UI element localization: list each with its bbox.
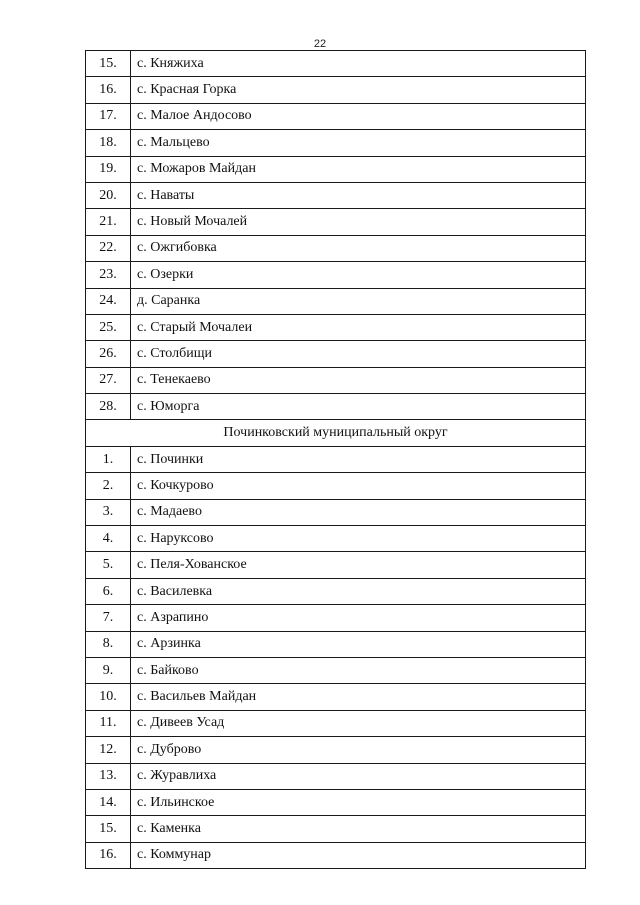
table-row — [86, 314, 586, 340]
row-number: 15. — [86, 51, 131, 77]
table-row — [86, 684, 586, 710]
table-row — [86, 209, 586, 235]
settlement-name: с. Мальцево — [131, 130, 586, 156]
row-number: 20. — [86, 182, 131, 208]
settlement-name: с. Арзинка — [131, 631, 586, 657]
table-row — [86, 341, 586, 367]
settlement-name: с. Васильев Майдан — [131, 684, 586, 710]
table-row — [86, 367, 586, 393]
row-number: 2. — [86, 473, 131, 499]
table-row — [86, 130, 586, 156]
table-row — [86, 288, 586, 314]
table-row — [86, 235, 586, 261]
settlement-name: с. Новый Мочалей — [131, 209, 586, 235]
section-row — [86, 420, 586, 446]
row-number: 21. — [86, 209, 131, 235]
table-row — [86, 103, 586, 129]
table-row — [86, 446, 586, 472]
row-number: 7. — [86, 605, 131, 631]
row-number: 1. — [86, 446, 131, 472]
table-row — [86, 737, 586, 763]
settlement-name: с. Журавлиха — [131, 763, 586, 789]
settlement-name: с. Пеля-Хованское — [131, 552, 586, 578]
table-row — [86, 473, 586, 499]
table-row — [86, 605, 586, 631]
table-row — [86, 578, 586, 604]
table-row — [86, 182, 586, 208]
row-number: 19. — [86, 156, 131, 182]
row-number: 24. — [86, 288, 131, 314]
settlement-name: с. Починки — [131, 446, 586, 472]
table-row — [86, 763, 586, 789]
settlement-name: с. Дивеев Усад — [131, 710, 586, 736]
section-heading: Починковский муниципальный округ — [86, 420, 586, 446]
table-row — [86, 552, 586, 578]
settlement-name: д. Саранка — [131, 288, 586, 314]
table-row — [86, 51, 586, 77]
row-number: 15. — [86, 816, 131, 842]
settlement-name: с. Наваты — [131, 182, 586, 208]
row-number: 13. — [86, 763, 131, 789]
row-number: 17. — [86, 103, 131, 129]
settlement-name: с. Кочкурово — [131, 473, 586, 499]
settlement-name: с. Ожгибовка — [131, 235, 586, 261]
table-row — [86, 499, 586, 525]
table-row — [86, 631, 586, 657]
row-number: 16. — [86, 842, 131, 868]
row-number: 18. — [86, 130, 131, 156]
settlement-name: с. Коммунар — [131, 842, 586, 868]
row-number: 4. — [86, 526, 131, 552]
settlement-name: с. Байково — [131, 657, 586, 683]
row-number: 14. — [86, 789, 131, 815]
table-row — [86, 394, 586, 420]
table-row — [86, 526, 586, 552]
row-number: 27. — [86, 367, 131, 393]
table-row — [86, 710, 586, 736]
table-row — [86, 842, 586, 868]
row-number: 6. — [86, 578, 131, 604]
settlement-name: с. Тенекаево — [131, 367, 586, 393]
settlement-name: с. Княжиха — [131, 51, 586, 77]
page-number: 22 — [313, 38, 327, 50]
settlement-name: с. Старый Мочалеи — [131, 314, 586, 340]
row-number: 25. — [86, 314, 131, 340]
settlement-name: с. Столбищи — [131, 341, 586, 367]
table-row — [86, 789, 586, 815]
table-row — [86, 262, 586, 288]
settlements-table — [85, 50, 586, 869]
row-number: 5. — [86, 552, 131, 578]
row-number: 23. — [86, 262, 131, 288]
settlement-name: с. Дуброво — [131, 737, 586, 763]
row-number: 16. — [86, 77, 131, 103]
settlements-table-body — [86, 51, 586, 869]
row-number: 8. — [86, 631, 131, 657]
settlement-name: с. Озерки — [131, 262, 586, 288]
settlement-name: с. Красная Горка — [131, 77, 586, 103]
settlement-name: с. Малое Андосово — [131, 103, 586, 129]
settlement-name: с. Каменка — [131, 816, 586, 842]
table-row — [86, 816, 586, 842]
row-number: 22. — [86, 235, 131, 261]
settlement-name: с. Юморга — [131, 394, 586, 420]
row-number: 12. — [86, 737, 131, 763]
settlement-name: с. Можаров Майдан — [131, 156, 586, 182]
settlement-name: с. Мадаево — [131, 499, 586, 525]
settlement-name: с. Василевка — [131, 578, 586, 604]
row-number: 28. — [86, 394, 131, 420]
settlement-name: с. Ильинское — [131, 789, 586, 815]
row-number: 3. — [86, 499, 131, 525]
row-number: 26. — [86, 341, 131, 367]
table-row — [86, 657, 586, 683]
row-number: 10. — [86, 684, 131, 710]
settlement-name: с. Азрапино — [131, 605, 586, 631]
row-number: 9. — [86, 657, 131, 683]
row-number: 11. — [86, 710, 131, 736]
table-row — [86, 156, 586, 182]
table-row — [86, 77, 586, 103]
settlement-name: с. Наруксово — [131, 526, 586, 552]
